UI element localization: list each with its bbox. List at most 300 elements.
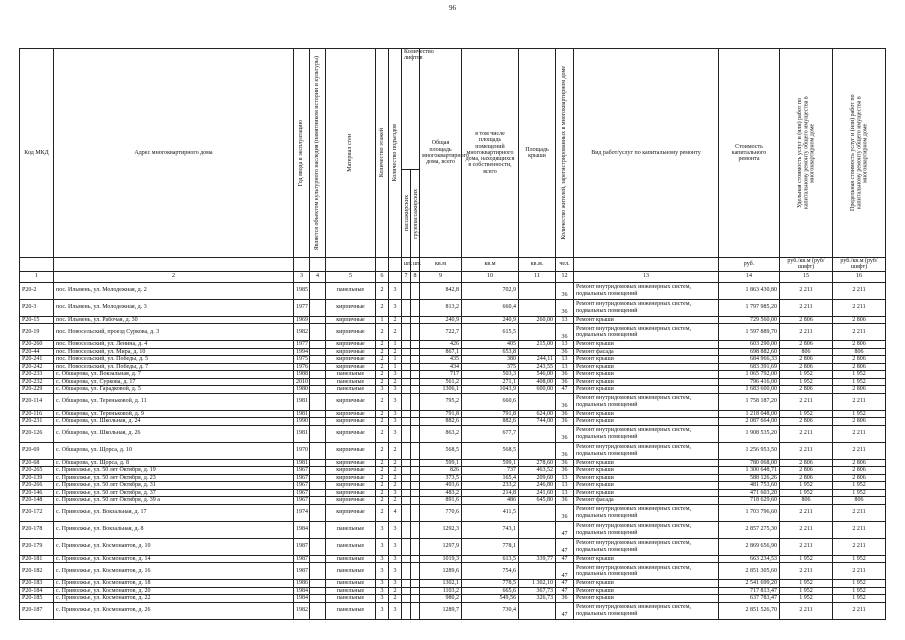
cell-year: 1981 — [294, 393, 310, 410]
cell-unit-cost: 2 806 — [780, 418, 833, 426]
units-row: шт. шт. кв.м кв.м кв.м. чел. руб. руб./кв.м (руб/шифт) руб./кв.м (руб/шифт) — [20, 258, 886, 272]
cell-living-area: 599,1 — [462, 459, 519, 467]
cell-max-cost: 2 806 — [833, 363, 886, 371]
cell-cost: 729 560,00 — [719, 316, 780, 324]
cell-cost: 1 758 187,20 — [719, 393, 780, 410]
cell-work: Ремонт крыши — [574, 595, 719, 603]
cell-elev-cargo — [411, 425, 420, 442]
table-row — [20, 595, 886, 603]
cell-residents: 36 — [556, 348, 574, 356]
cell-unit-cost: 2 211 — [780, 563, 833, 580]
column-number: 1 — [20, 271, 54, 282]
cell-code: Р20-182 — [20, 563, 54, 580]
cell-wall: кирпичные — [326, 467, 376, 475]
cell-elev-pass — [402, 489, 411, 497]
cell-living-area: 214,8 — [462, 489, 519, 497]
column-number: 11 — [519, 271, 556, 282]
cell-entrances: 2 — [389, 378, 402, 386]
cell-residents: 36 — [556, 418, 574, 426]
cell-entrances: 1 — [389, 341, 402, 349]
header-wall: Материал стен — [326, 49, 376, 258]
cell-entrances: 1 — [389, 363, 402, 371]
cell-heritage — [310, 595, 326, 603]
cell-floors: 3 — [376, 521, 389, 538]
cell-residents: 47 — [556, 555, 574, 563]
cell-unit-cost: 2 211 — [780, 538, 833, 555]
cell-living-area: 702,9 — [462, 282, 519, 299]
header-elev-cargo: грузопассажирских — [411, 170, 420, 258]
cell-unit-cost: 2 211 — [780, 602, 833, 619]
cell-max-cost: 1 952 — [833, 489, 886, 497]
cell-unit-cost: 1 952 — [780, 489, 833, 497]
cell-total-area: 813,2 — [420, 299, 462, 316]
cell-year: 1967 — [294, 474, 310, 482]
cell-wall: кирпичные — [326, 341, 376, 349]
cell-work: Ремонт внутридомовых инженерных систем, подвальных помещений — [574, 393, 719, 410]
cell-entrances: 2 — [389, 587, 402, 595]
cell-elev-cargo — [411, 497, 420, 505]
cell-code: Р20-2 — [20, 282, 54, 299]
cell-entrances: 2 — [389, 482, 402, 490]
cell-total-area: 1289,6 — [420, 563, 462, 580]
cell-max-cost: 806 — [833, 348, 886, 356]
cell-work: Ремонт крыши — [574, 459, 719, 467]
cell-unit-cost: 2 211 — [780, 299, 833, 316]
table-row — [20, 563, 886, 580]
cell-elev-cargo — [411, 341, 420, 349]
cell-wall: кирпичные — [326, 356, 376, 364]
cell-wall: панельные — [326, 602, 376, 619]
cell-heritage — [310, 363, 326, 371]
cell-floors: 2 — [376, 393, 389, 410]
column-number: 12 — [556, 271, 574, 282]
cell-roof-area — [519, 393, 556, 410]
table-row — [20, 555, 886, 563]
cell-unit-cost: 2 211 — [780, 425, 833, 442]
cell-residents: 47 — [556, 538, 574, 555]
cell-elev-cargo — [411, 504, 420, 521]
cell-entrances: 3 — [389, 538, 402, 555]
cell-heritage — [310, 602, 326, 619]
cell-code: Р20-68 — [20, 459, 54, 467]
cell-address: пос. Новосельский, ул. Победы, д. 5 — [54, 356, 294, 364]
cell-total-area: 891,6 — [420, 497, 462, 505]
cell-entrances: 2 — [389, 459, 402, 467]
table-row — [20, 538, 886, 555]
cell-unit-cost: 1 952 — [780, 371, 833, 379]
cell-elev-cargo — [411, 459, 420, 467]
column-number: 8 — [411, 271, 420, 282]
cell-wall: кирпичные — [326, 348, 376, 356]
cell-floors: 2 — [376, 425, 389, 442]
cell-elev-pass — [402, 521, 411, 538]
cell-wall: панельные — [326, 595, 376, 603]
cell-heritage — [310, 348, 326, 356]
cell-cost: 1 256 953,50 — [719, 442, 780, 459]
cell-max-cost: 1 952 — [833, 595, 886, 603]
cell-entrances: 2 — [389, 497, 402, 505]
cell-address: пос. Новосельский, ул. Ленина, д. 4 — [54, 341, 294, 349]
cell-elev-cargo — [411, 282, 420, 299]
table-row — [20, 299, 886, 316]
cell-roof-area: 326,73 — [519, 595, 556, 603]
header-work: Вид работ/услуг по капитальному ремонту — [574, 49, 719, 258]
cell-code: Р20-266 — [20, 482, 54, 490]
cell-work: Ремонт крыши — [574, 489, 719, 497]
table-row — [20, 474, 886, 482]
cell-floors: 2 — [376, 482, 389, 490]
cell-residents: 13 — [556, 341, 574, 349]
cell-roof-area — [519, 425, 556, 442]
cell-living-area: 615,5 — [462, 324, 519, 341]
cell-elev-cargo — [411, 442, 420, 459]
cell-max-cost: 2 211 — [833, 299, 886, 316]
cell-elev-cargo — [411, 580, 420, 588]
cell-entrances: 2 — [389, 316, 402, 324]
cell-unit-cost: 1 952 — [780, 587, 833, 595]
cell-residents: 36 — [556, 497, 574, 505]
cell-entrances: 2 — [389, 595, 402, 603]
cell-total-area: 1306,1 — [420, 386, 462, 394]
column-number: 15 — [780, 271, 833, 282]
cell-work: Ремонт внутридомовых инженерных систем, подвальных помещений — [574, 602, 719, 619]
cell-wall: панельные — [326, 386, 376, 394]
cell-wall: кирпичные — [326, 425, 376, 442]
cell-year: 1986 — [294, 580, 310, 588]
cell-entrances: 3 — [389, 555, 402, 563]
cell-wall: кирпичные — [326, 418, 376, 426]
cell-roof-area: 278,60 — [519, 459, 556, 467]
table-row — [20, 348, 886, 356]
cell-total-area: 882,6 — [420, 418, 462, 426]
cell-roof-area: 215,00 — [519, 341, 556, 349]
cell-entrances: 2 — [389, 442, 402, 459]
cell-cost: 1 683 600,00 — [719, 386, 780, 394]
cell-max-cost: 1 952 — [833, 371, 886, 379]
cell-heritage — [310, 580, 326, 588]
cell-cost: 663 234,53 — [719, 555, 780, 563]
cell-elev-pass — [402, 393, 411, 410]
cell-residents: 47 — [556, 580, 574, 588]
cell-elev-pass — [402, 363, 411, 371]
cell-elev-cargo — [411, 378, 420, 386]
cell-floors: 3 — [376, 538, 389, 555]
cell-living-area: 613,5 — [462, 555, 519, 563]
cell-total-area: 426 — [420, 341, 462, 349]
table-row — [20, 418, 886, 426]
cell-unit-cost: 1 952 — [780, 378, 833, 386]
cell-work: Ремонт крыши — [574, 316, 719, 324]
cell-elev-pass — [402, 410, 411, 418]
cell-code: Р20-116 — [20, 410, 54, 418]
cell-code: Р20-69 — [20, 442, 54, 459]
cell-cost: 588 126,26 — [719, 474, 780, 482]
cell-total-area: 1297,9 — [420, 538, 462, 555]
cell-entrances: 3 — [389, 410, 402, 418]
table-row — [20, 504, 886, 521]
cell-floors: 2 — [376, 489, 389, 497]
cell-living-area: 271,1 — [462, 378, 519, 386]
cell-cost: 1 703 796,60 — [719, 504, 780, 521]
cell-address: с. Обшарова, ул. Школьная, д. 24 — [54, 418, 294, 426]
cell-max-cost: 2 806 — [833, 459, 886, 467]
cell-address: с. Обшарова, ул. Суркова, д. 17 — [54, 378, 294, 386]
cell-wall: панельные — [326, 371, 376, 379]
cell-floors: 2 — [376, 474, 389, 482]
cell-floors: 2 — [376, 282, 389, 299]
cell-wall: кирпичные — [326, 299, 376, 316]
cell-roof-area — [519, 521, 556, 538]
cell-total-area: 1302,1 — [420, 580, 462, 588]
cell-heritage — [310, 538, 326, 555]
cell-unit-cost: 806 — [780, 348, 833, 356]
cell-year: 1985 — [294, 282, 310, 299]
cell-code: Р20-265 — [20, 467, 54, 475]
cell-address: с. Обшарова, ул. Щорса, д. 10 — [54, 442, 294, 459]
column-number: 9 — [420, 271, 462, 282]
cell-heritage — [310, 587, 326, 595]
cell-floors: 2 — [376, 341, 389, 349]
table-row — [20, 386, 886, 394]
cell-cost: 481 753,60 — [719, 482, 780, 490]
cell-entrances: 3 — [389, 418, 402, 426]
cell-wall: кирпичные — [326, 316, 376, 324]
cell-max-cost: 2 806 — [833, 316, 886, 324]
cell-elev-pass — [402, 504, 411, 521]
cell-cost: 718 629,60 — [719, 497, 780, 505]
cell-year: 1981 — [294, 425, 310, 442]
cell-residents: 47 — [556, 521, 574, 538]
cell-roof-area — [519, 324, 556, 341]
table-row — [20, 378, 886, 386]
cell-total-area: 863,2 — [420, 425, 462, 442]
cell-living-area: 754,6 — [462, 563, 519, 580]
cell-address: пос. Ильмень, ул. Молодежная, д. 2 — [54, 282, 294, 299]
cell-floors: 3 — [376, 555, 389, 563]
cell-unit-cost: 2 806 — [780, 386, 833, 394]
cell-floors: 2 — [376, 371, 389, 379]
cell-residents: 36 — [556, 282, 574, 299]
cell-wall: кирпичные — [326, 497, 376, 505]
cell-year: 1982 — [294, 324, 310, 341]
cell-year: 1977 — [294, 341, 310, 349]
cell-residents: 36 — [556, 378, 574, 386]
cell-total-area: 722,7 — [420, 324, 462, 341]
cell-roof-area: 244,11 — [519, 356, 556, 364]
cell-heritage — [310, 474, 326, 482]
cell-total-area: 483,2 — [420, 489, 462, 497]
cell-cost: 717 813,47 — [719, 587, 780, 595]
table-row — [20, 425, 886, 442]
cell-roof-area — [519, 602, 556, 619]
cell-work: Ремонт внутридомовых инженерных систем, подвальных помещений — [574, 299, 719, 316]
cell-code: Р20-179 — [20, 538, 54, 555]
cell-cost: 1 597 889,70 — [719, 324, 780, 341]
cell-cost: 2 851 526,70 — [719, 602, 780, 619]
cell-year: 1994 — [294, 348, 310, 356]
cell-living-area: 653,8 — [462, 348, 519, 356]
cell-residents: 36 — [556, 393, 574, 410]
cell-elev-pass — [402, 425, 411, 442]
cell-floors: 3 — [376, 580, 389, 588]
cell-address: с. Приволжье, ул. 50 лет Октября, д. 37 — [54, 489, 294, 497]
cell-code: Р20-126 — [20, 425, 54, 442]
cell-work: Ремонт внутридомовых инженерных систем, подвальных помещений — [574, 504, 719, 521]
cell-living-area: 405 — [462, 341, 519, 349]
cell-total-area: 867,1 — [420, 348, 462, 356]
cell-roof-area: 744,00 — [519, 418, 556, 426]
cell-roof-area — [519, 348, 556, 356]
cell-entrances: 3 — [389, 489, 402, 497]
cell-unit-cost: 1 952 — [780, 595, 833, 603]
cell-elev-pass — [402, 538, 411, 555]
cell-max-cost: 2 806 — [833, 418, 886, 426]
cell-entrances: 4 — [389, 504, 402, 521]
cell-cost: 698 882,60 — [719, 348, 780, 356]
table-row — [20, 371, 886, 379]
cell-year: 1969 — [294, 316, 310, 324]
cell-code: Р20-19 — [20, 324, 54, 341]
cell-address: с. Приволжье, ул. Космонавтов, д. 26 — [54, 602, 294, 619]
cell-code: Р20-233 — [20, 371, 54, 379]
cell-address: с. Приволжье, ул. Вокзальная, д. 8 — [54, 521, 294, 538]
cell-elev-cargo — [411, 363, 420, 371]
cell-elev-pass — [402, 442, 411, 459]
cell-max-cost: 2 211 — [833, 442, 886, 459]
page-number: 96 — [449, 4, 456, 12]
cell-max-cost: 2 806 — [833, 341, 886, 349]
cell-year: 1967 — [294, 489, 310, 497]
cell-elev-cargo — [411, 482, 420, 490]
cell-address: пос. Новосельский, ул. Мира, д. 10 — [54, 348, 294, 356]
cell-max-cost: 806 — [833, 497, 886, 505]
cell-code: Р20-232 — [20, 378, 54, 386]
cell-work: Ремонт крыши — [574, 341, 719, 349]
cell-total-area: 980,2 — [420, 595, 462, 603]
cell-roof-area: 1 302,10 — [519, 580, 556, 588]
cell-unit-cost: 2 211 — [780, 324, 833, 341]
cell-floors: 2 — [376, 504, 389, 521]
cell-elev-cargo — [411, 410, 420, 418]
cell-living-area: 503,3 — [462, 371, 519, 379]
cell-living-area: 380 — [462, 356, 519, 364]
cell-floors: 2 — [376, 356, 389, 364]
cell-address: с. Приволжье, ул. Космонавтов, д. 20 — [54, 587, 294, 595]
cell-elev-pass — [402, 348, 411, 356]
cell-entrances: 2 — [389, 348, 402, 356]
cell-wall: кирпичные — [326, 324, 376, 341]
cell-cost: 2 087 664,00 — [719, 418, 780, 426]
column-number: 5 — [326, 271, 376, 282]
cell-max-cost: 2 211 — [833, 425, 886, 442]
table-row — [20, 482, 886, 490]
cell-heritage — [310, 378, 326, 386]
cell-living-area: 743,1 — [462, 521, 519, 538]
cell-heritage — [310, 442, 326, 459]
cell-work: Ремонт крыши — [574, 418, 719, 426]
cell-work: Ремонт внутридомовых инженерных систем, подвальных помещений — [574, 442, 719, 459]
cell-work: Ремонт крыши — [574, 363, 719, 371]
table-row — [20, 497, 886, 505]
cell-residents: 13 — [556, 474, 574, 482]
table-row — [20, 393, 886, 410]
cell-roof-area: 546,00 — [519, 371, 556, 379]
cell-residents: 36 — [556, 504, 574, 521]
cell-address: пос. Ильмень, ул. Рабочая, д. 30 — [54, 316, 294, 324]
cell-entrances: 3 — [389, 282, 402, 299]
cell-wall: панельные — [326, 563, 376, 580]
cell-wall: кирпичные — [326, 410, 376, 418]
cell-year: 1988 — [294, 371, 310, 379]
cell-entrances: 1 — [389, 356, 402, 364]
cell-max-cost: 1 952 — [833, 482, 886, 490]
header-floors: Количество этажей — [376, 49, 389, 258]
table-row — [20, 316, 886, 324]
cell-wall: кирпичные — [326, 393, 376, 410]
cell-code: Р20-231 — [20, 418, 54, 426]
cell-address: с. Обшарова, ул. Тереньковой, д. 9 — [54, 410, 294, 418]
cell-residents: 36 — [556, 324, 574, 341]
cell-year: 1980 — [294, 386, 310, 394]
cell-entrances: 3 — [389, 393, 402, 410]
cell-year: 1990 — [294, 418, 310, 426]
cell-wall: кирпичные — [326, 474, 376, 482]
cell-entrances: 3 — [389, 299, 402, 316]
cell-wall: панельные — [326, 580, 376, 588]
header-unit-cost: Удельная стоимость услуг и (или) работ по капитальному ремонту общего имущества в многоквартирном доме — [780, 49, 833, 258]
cell-year: 1974 — [294, 504, 310, 521]
cell-work: Ремонт фасада — [574, 348, 719, 356]
cell-living-area: 660,4 — [462, 299, 519, 316]
cell-address: с. Обшарова, ул. Вокзальная, д. 7 — [54, 371, 294, 379]
cell-entrances: 3 — [389, 563, 402, 580]
table-row — [20, 489, 886, 497]
cell-living-area: 549,56 — [462, 595, 519, 603]
column-number: 2 — [54, 271, 294, 282]
column-number: 16 — [833, 271, 886, 282]
cell-floors: 2 — [376, 324, 389, 341]
cell-elev-pass — [402, 555, 411, 563]
cell-elev-cargo — [411, 521, 420, 538]
cell-unit-cost: 1 952 — [780, 580, 833, 588]
cell-heritage — [310, 425, 326, 442]
cell-residents: 36 — [556, 442, 574, 459]
cell-residents: 13 — [556, 316, 574, 324]
cell-work: Ремонт крыши — [574, 386, 719, 394]
cell-work: Ремонт внутридомовых инженерных систем, подвальных помещений — [574, 425, 719, 442]
table-row — [20, 587, 886, 595]
cell-cost: 2 851 305,60 — [719, 563, 780, 580]
cell-floors: 2 — [376, 467, 389, 475]
cell-roof-area: 339,77 — [519, 555, 556, 563]
cell-cost: 1 908 535,20 — [719, 425, 780, 442]
cell-work: Ремонт внутридомовых инженерных систем, подвальных помещений — [574, 538, 719, 555]
cell-cost: 637 783,47 — [719, 595, 780, 603]
cell-cost: 796 416,00 — [719, 378, 780, 386]
cell-max-cost: 2 806 — [833, 474, 886, 482]
cell-living-area: 730,4 — [462, 602, 519, 619]
table-row — [20, 324, 886, 341]
cell-heritage — [310, 371, 326, 379]
cell-living-area: 375 — [462, 363, 519, 371]
cell-total-area: 434 — [420, 363, 462, 371]
cell-roof-area — [519, 538, 556, 555]
cell-heritage — [310, 418, 326, 426]
cell-floors: 3 — [376, 563, 389, 580]
cell-address: с. Приволжье, ул. Космонавтов, д. 10 — [54, 538, 294, 555]
cell-roof-area — [519, 282, 556, 299]
cell-entrances: 2 — [389, 474, 402, 482]
